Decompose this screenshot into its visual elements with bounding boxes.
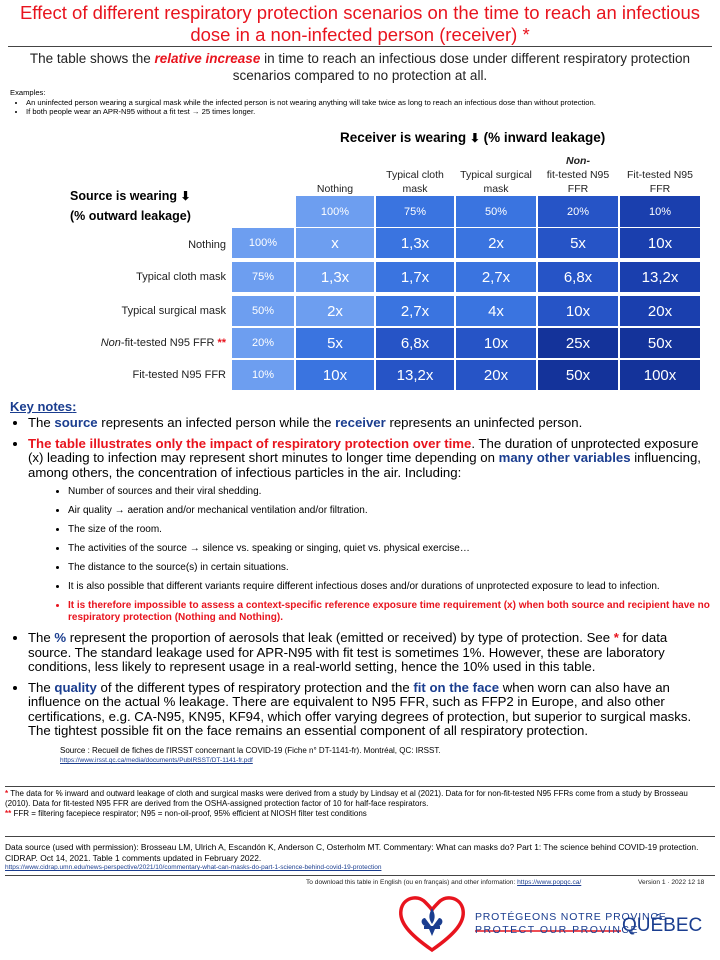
note-text: for data source. The standard leakage used for APR-N95 with fit test is sometimes 1%. However, these are laboratory conditions, less likely to represent usage in a real-world setting, hence the 10% used in this table. <box>28 630 668 674</box>
value-cell: 2,7x <box>376 296 454 326</box>
variable-item: • The size of the room. <box>68 524 710 536</box>
data-source-link[interactable]: https://www.cidrap.umn.edu/news-perspective/2021/10/commentary-what-can-masks-do-part-1-science-behind-covid-19-protection <box>5 864 382 871</box>
source-header-suffix: (% outward leakage) <box>70 209 191 223</box>
value-cell: 2x <box>296 296 374 326</box>
example-item: • An uninfected person wearing a surgical mask while the infected person is not wearing anything will take twice as long to reach an infectious dose than without protection. <box>26 98 700 108</box>
footnote-divider <box>5 786 715 787</box>
footnote-text: The data for % inward and outward leakage of cloth and surgical masks were derived from a study by Lindsay et al (2021). Data for for non-fit-tested N95 FFRs come from a study by Brosseau (2010). Data for fit-tested N95 FFR are derived from the OSHA-assigned protection factor of 10 for half-face respirators. <box>5 789 688 808</box>
key-notes-colon: : <box>72 399 77 414</box>
value-cell: 25x <box>538 328 618 358</box>
key-notes-label: Key notes <box>10 399 73 414</box>
subtitle-text: The table shows the <box>29 51 155 66</box>
data-source <box>5 842 715 874</box>
note-item <box>28 437 710 625</box>
row-pct-cell: 10% <box>232 360 294 390</box>
value-cell: 50x <box>620 328 700 358</box>
source-reference <box>60 746 441 766</box>
variable-warning: • It is therefore impossible to assess a context-specific reference exposure time requirement (x) when both source and recipient have no respiratory protection (Nothing and Nothing). <box>68 600 710 624</box>
row-label-nothing: Nothing <box>188 239 226 251</box>
row-label-non-fit-n95 <box>40 328 226 358</box>
footnote-star: * <box>613 630 619 645</box>
value-cell: 10x <box>456 328 536 358</box>
key-notes <box>10 416 710 745</box>
row-label-surgical: Typical surgical mask <box>121 305 226 317</box>
subtitle-emphasis: relative increase <box>154 51 261 66</box>
key-notes-title <box>10 399 76 414</box>
value-cell: 1,7x <box>376 262 454 292</box>
column-header-nothing: Nothing <box>316 183 354 195</box>
note-text: influencing, among others, the concentration of infectious particles in the air. Including: <box>28 450 701 480</box>
source-reference-text: Source : Recueil de fiches de l'IRSST concernant la COVID-19 (Fiche n° DT-1141-fr). Montréal, QC: IRSST. <box>60 746 441 755</box>
footnotes <box>5 789 715 819</box>
note-item <box>28 416 710 431</box>
datasource-divider <box>5 836 715 837</box>
version-label: Version 1 · 2022 12 18 <box>638 879 705 886</box>
footnote-star: * <box>5 789 9 798</box>
variable-item: • The activities of the source → silence vs. speaking or singing, quiet vs. physical exercise… <box>68 543 710 555</box>
row-pct-cell: 50% <box>232 296 294 326</box>
row-label-italic: Non <box>100 337 121 349</box>
note-percent: % <box>54 630 67 645</box>
download-text: To download this table in English (ou en français) and other information: <box>306 879 518 886</box>
note-item <box>28 631 710 675</box>
column-header-italic: Non- <box>566 155 590 167</box>
column-pct-cell: 100% <box>296 196 374 227</box>
note-text: represents an infected person while the <box>97 415 336 430</box>
value-cell: x <box>296 228 374 258</box>
column-header-cloth: Typical cloth mask <box>386 169 444 195</box>
column-header-fit-n95: Fit-tested N95 FFR <box>627 169 693 195</box>
example-item: • If both people wear an APR-N95 without a fit test → 25 times longer. <box>26 107 700 117</box>
variable-item: • It is also possible that different variants require different infectious doses and/or durations of unprotected exposure to lead to infection. <box>68 581 710 593</box>
receiver-header-label: Receiver is wearing <box>340 130 467 145</box>
logo-text-fr: PROTÉGEONS NOTRE PROVINCE <box>475 911 667 923</box>
note-source: source <box>54 415 98 430</box>
value-cell: 4x <box>456 296 536 326</box>
note-emphasis: only the impact of respiratory protection over time <box>155 435 472 451</box>
column-header-rest: fit-tested N95 FFR <box>546 169 610 195</box>
row-pct-cell: 20% <box>232 328 294 358</box>
column-pct-cell: 75% <box>376 196 454 227</box>
note-variables: many other variables <box>498 450 631 465</box>
variable-item: • Air quality → aeration and/or mechanical ventilation and/or filtration. <box>68 505 710 517</box>
value-cell: 1,3x <box>296 262 374 292</box>
page-title: Effect of different respiratory protection scenarios on the time to reach an infectious dose in a non-infected person (receiver) * <box>19 2 701 45</box>
value-cell: 20x <box>620 296 700 326</box>
row-label-rest: -fit-tested N95 FFR <box>120 337 215 349</box>
column-header-surgical: Typical surgical mask <box>460 169 532 195</box>
footnote-text: FFR = filtering facepiece respirator; N95 = non-oil-proof, 95% efficient at NIOSH filter test conditions <box>11 809 367 818</box>
source-header <box>70 186 230 226</box>
variable-item: • Number of sources and their viral shedding. <box>68 486 710 498</box>
source-reference-link[interactable]: https://www.irsst.qc.ca/media/documents/PubIRSST/DT-1141-fr.pdf <box>60 757 253 764</box>
column-header-non-fit-n95 <box>538 145 618 196</box>
note-text: represent the proportion of aerosols that leak (emitted or received) by type of protection. See <box>66 630 614 645</box>
subtitle-text-end: in time to reach an infectious dose under different respiratory protection scenarios compared to no protection at all. <box>232 51 691 83</box>
footnote-star: ** <box>5 809 12 818</box>
note-text: The <box>28 630 55 645</box>
receiver-header-suffix: (% inward leakage) <box>483 130 606 145</box>
note-text: of the different types of respiratory protection and the <box>96 679 414 695</box>
note-text: . The duration of unprotected exposure (x) leading to infection may represent short minutes to longer time depending on <box>28 435 699 465</box>
value-cell: 10x <box>296 360 374 390</box>
row-label-fit-n95: Fit-tested N95 FFR <box>132 369 226 381</box>
note-text: The <box>28 415 55 430</box>
value-cell: 10x <box>538 296 618 326</box>
arrow-down-icon: ⬇ <box>180 189 191 203</box>
note-text: when worn can also have an influence on the actual % leakage. There are equivalent to N95 FFR, such as FFP2 in Europe, and also other certifications, e.g. CA-N95, KN95, KF94, which offer varying degrees of protection, but superior to surgical masks. The tightest possible fit on the face remains an essential component of all respiratory protection. <box>28 679 692 738</box>
value-cell: 13,2x <box>376 360 454 390</box>
receiver-header <box>340 130 605 145</box>
value-cell: 2x <box>456 228 536 258</box>
value-cell: 6,8x <box>538 262 618 292</box>
examples <box>10 88 700 117</box>
source-header-label: Source is wearing <box>70 189 177 203</box>
examples-label: Examples: <box>10 88 46 97</box>
note-text: represents an uninfected person. <box>385 415 583 430</box>
note-quality: quality <box>54 679 97 695</box>
column-pct-cell: 50% <box>456 196 536 227</box>
value-cell: 100x <box>620 360 700 390</box>
logo-text-en: PROTECT OUR PROVINCE <box>475 924 639 936</box>
row-pct-cell: 100% <box>232 228 294 258</box>
value-cell: 10x <box>620 228 700 258</box>
note-emphasis: The table illustrates <box>28 435 156 451</box>
arrow-down-icon: ⬇ <box>469 131 480 145</box>
value-cell: 5x <box>296 328 374 358</box>
value-cell: 2,7x <box>456 262 536 292</box>
value-cell: 1,3x <box>376 228 454 258</box>
data-source-text: Data source (used with permission): Brosseau LM, Ulrich A, Escandón K, Anderson C, Osterholm MT. Commentary: What can masks do? Part 1: The science behind COVID-19 protection. CIDRAP. Oct 14, 2021. Table 1 comments updated in February 2022. <box>5 842 699 863</box>
subtitle <box>0 50 720 84</box>
note-text: The <box>28 679 55 695</box>
note-receiver: receiver <box>335 415 386 430</box>
title-divider <box>8 46 712 47</box>
value-cell: 50x <box>538 360 618 390</box>
value-cell: 6,8x <box>376 328 454 358</box>
logo-text-quebec: QUÉBEC <box>622 915 703 936</box>
variable-item: • The distance to the source(s) in certain situations. <box>68 562 710 574</box>
column-pct-cell: 10% <box>620 196 700 227</box>
value-cell: 5x <box>538 228 618 258</box>
download-info <box>306 879 581 886</box>
value-cell: 20x <box>456 360 536 390</box>
note-item <box>28 681 710 739</box>
note-fit: fit on the face <box>413 679 500 695</box>
download-link[interactable]: https://www.popqc.ca/ <box>517 879 582 886</box>
row-label-cloth: Typical cloth mask <box>136 271 226 283</box>
value-cell: 13,2x <box>620 262 700 292</box>
column-pct-cell: 20% <box>538 196 618 227</box>
bottom-divider <box>5 875 715 876</box>
row-pct-cell: 75% <box>232 262 294 292</box>
footnote-star: ** <box>217 337 226 349</box>
